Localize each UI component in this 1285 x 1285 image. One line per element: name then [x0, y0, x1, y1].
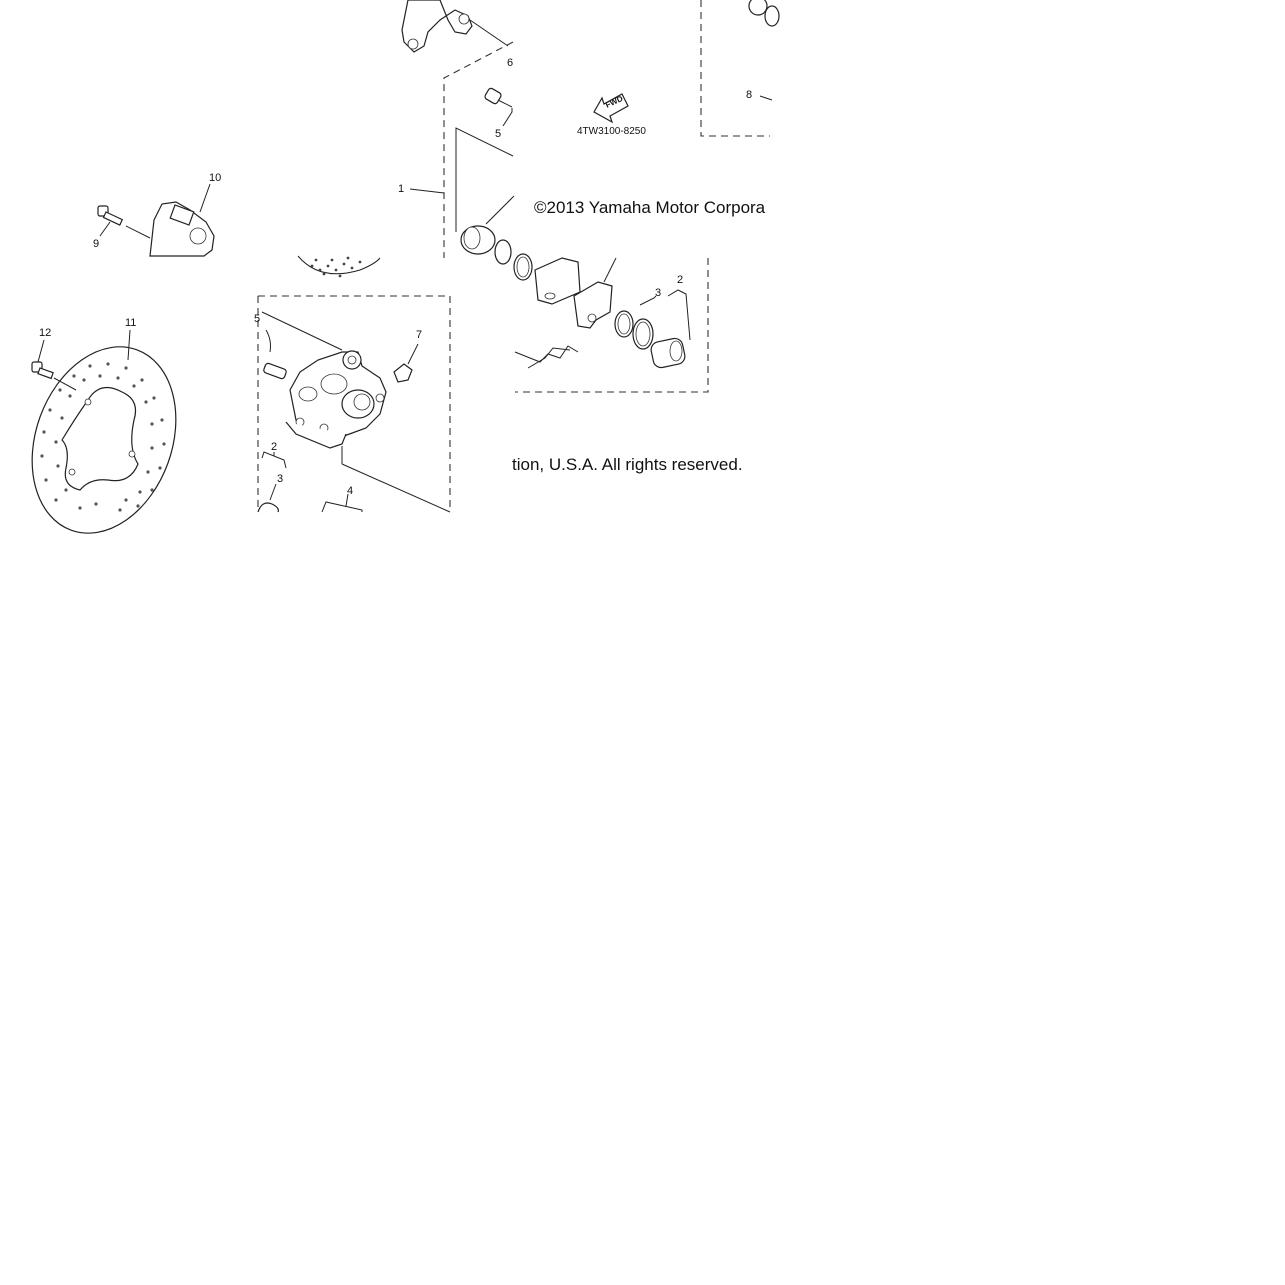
part-10-bracket — [150, 184, 214, 256]
callout-6: 6 — [507, 57, 514, 69]
assembled-caliper — [258, 312, 450, 512]
callout-7: 7 — [416, 329, 423, 341]
callout-4: 4 — [347, 485, 354, 497]
callout-3-lower: 3 — [277, 473, 284, 485]
part-8-area — [749, 0, 779, 100]
callout-1: 1 — [398, 183, 405, 195]
fwd-label: FWD — [604, 93, 625, 110]
callout-12: 12 — [39, 327, 52, 339]
partial-brake-disc — [298, 256, 380, 277]
part-11-brake-disc — [7, 327, 200, 554]
callout-3: 3 — [655, 287, 662, 299]
callout-9: 9 — [93, 238, 100, 250]
copyright-text-2: tion, U.S.A. All rights reserved. — [512, 455, 743, 474]
part-9-bolt — [98, 206, 150, 238]
callout-11: 11 — [125, 317, 137, 329]
callout-2: 2 — [677, 274, 684, 286]
callout-8: 8 — [746, 89, 753, 101]
caliper-exploded-parts — [410, 128, 690, 369]
part-5-pin — [484, 87, 512, 126]
mount-bracket — [402, 0, 508, 52]
callout-2-lower: 2 — [271, 441, 278, 453]
copyright-text-1: ©2013 Yamaha Motor Corpora — [534, 198, 766, 217]
callout-5-lower: 5 — [254, 313, 261, 325]
callout-10: 10 — [209, 172, 222, 184]
part-code: 4TW3100-8250 — [577, 126, 646, 137]
fwd-arrow-icon — [594, 94, 628, 122]
callout-5: 5 — [495, 128, 502, 140]
